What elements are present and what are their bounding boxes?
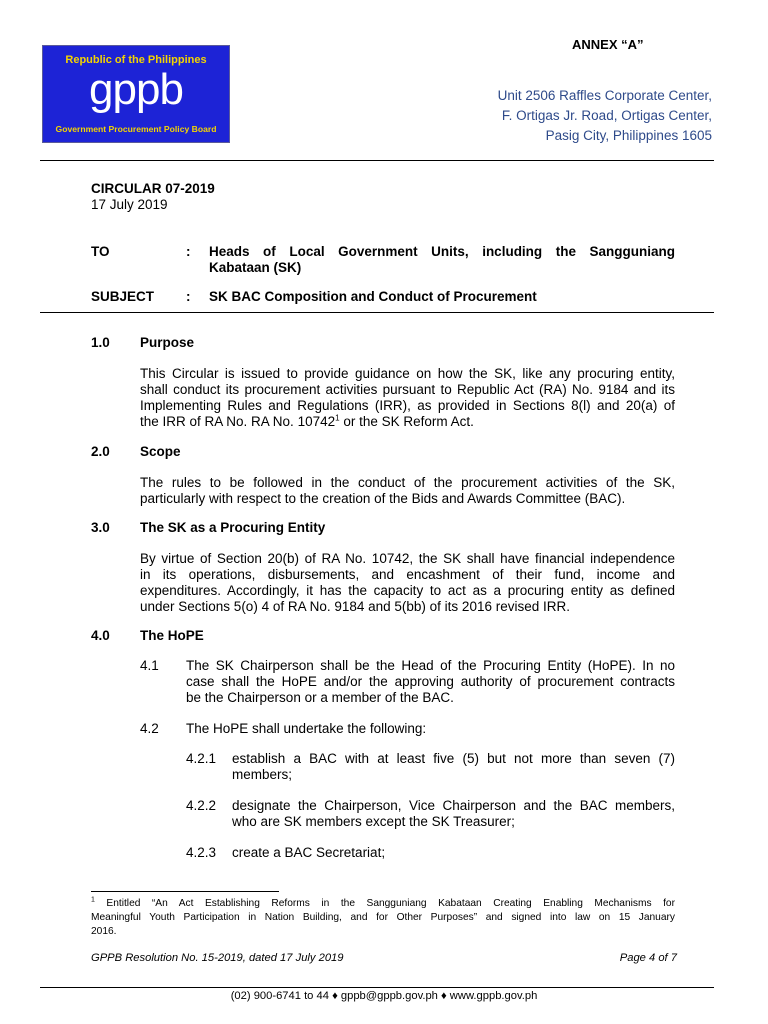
subject-text: SK BAC Composition and Conduct of Procurement xyxy=(209,289,537,304)
paragraph-line: under Sections 5(o) 4 of RA No. 9184 and 5(bb) of its 2016 revised IRR. xyxy=(140,599,570,614)
paragraph-line: This Circular is issued to provide guidance on how the SK, like any procuring entity, xyxy=(140,366,675,381)
to-label: TO xyxy=(91,244,110,259)
hope-subitem-4-2-3: create a BAC Secretariat; xyxy=(232,845,386,860)
paragraph-line: who are SK members except the SK Treasurer; xyxy=(232,814,515,829)
section-title: Purpose xyxy=(140,335,195,350)
paragraph-line: The rules to be followed in the conduct of the procurement activities of the SK, xyxy=(140,475,675,490)
to-text-line2: Kabataan (SK) xyxy=(209,260,302,275)
paragraph-line: shall conduct its procurement activities pursuant to Republic Act (RA) No. 9184 and its xyxy=(140,382,675,397)
paragraph-line: expenditures. Accordingly, it has the capacity to act as a procuring entity as defined xyxy=(140,583,675,598)
hope-subitem-4-2-2 xyxy=(232,798,675,830)
section-title: The SK as a Procuring Entity xyxy=(140,520,326,535)
section-number: 1.0 xyxy=(91,335,110,350)
paragraph-line: establish a BAC with at least five (5) but not more than seven (7) xyxy=(232,751,675,766)
subitem-number: 4.2.3 xyxy=(186,845,217,860)
address-block xyxy=(498,86,712,146)
logo-mark: gppb xyxy=(89,65,183,114)
paragraph-line: members; xyxy=(232,767,293,782)
page-number: Page 4 of 7 xyxy=(619,952,677,964)
footnote-ref[interactable]: 1 xyxy=(335,413,340,423)
annex-label: ANNEX “A” xyxy=(572,37,644,52)
logo-bottom-text: Government Procurement Policy Board xyxy=(55,124,217,134)
address-line: Unit 2506 Raffles Corporate Center, xyxy=(497,88,712,103)
to-text-line1: Heads of Local Government Units, including the Sangguniang xyxy=(209,244,675,259)
footnote-line: Meaningful Youth Participation in Nation Building, and for Other Purposes” and signed into law on 15 January xyxy=(91,912,675,923)
section-number: 3.0 xyxy=(91,520,110,535)
hope-paragraph-4-1 xyxy=(186,658,675,706)
logo-top-text: Republic of the Philippines xyxy=(65,54,207,66)
contact-line: (02) 900-6741 to 44 ♦ gppb@gppb.gov.ph ♦ www.gppb.gov.ph xyxy=(230,990,538,1002)
to-colon: : xyxy=(186,244,191,259)
paragraph-line: case shall the HoPE and/or the approving authority of procurement contracts xyxy=(186,674,675,689)
gppb-logo xyxy=(42,45,230,143)
paragraph-line: By virtue of Section 20(b) of RA No. 10742, the SK shall have financial independence xyxy=(140,551,675,566)
footnote-line: 2016. xyxy=(91,926,117,937)
footnote-rule xyxy=(91,891,279,892)
item-number: 4.1 xyxy=(140,658,159,673)
subitem-number: 4.2.2 xyxy=(186,798,217,813)
hope-subitem-4-2-1 xyxy=(232,751,675,783)
footer-rule xyxy=(40,987,714,988)
resolution-reference: GPPB Resolution No. 15-2019, dated 17 July 2019 xyxy=(91,952,344,964)
section-number: 2.0 xyxy=(91,444,110,459)
subject-rule xyxy=(40,312,714,313)
footnote-line xyxy=(91,897,675,911)
hope-paragraph-4-2: The HoPE shall undertake the following: xyxy=(186,721,427,736)
subitem-number: 4.2.1 xyxy=(186,751,217,766)
address-line: Pasig City, Philippines 1605 xyxy=(545,128,712,143)
section-title: Scope xyxy=(140,444,181,459)
item-number: 4.2 xyxy=(140,721,159,736)
paragraph-line: designate the Chairperson, Vice Chairperson and the BAC members, xyxy=(232,798,675,813)
line-text: or the SK Reform Act. xyxy=(339,414,474,429)
circular-date: 17 July 2019 xyxy=(91,197,168,212)
section-title: The HoPE xyxy=(140,628,204,643)
paragraph-line xyxy=(140,414,675,430)
circular-number: CIRCULAR 07-2019 xyxy=(91,181,215,196)
section-number: 4.0 xyxy=(91,628,110,643)
footnote xyxy=(91,897,675,939)
footnote-mark: 1 xyxy=(91,896,95,904)
paragraph-line: The SK Chairperson shall be the Head of the Procuring Entity (HoPE). In no xyxy=(186,658,675,673)
line-text: the IRR of RA No. RA No. 10742 xyxy=(140,414,336,429)
footnote-text: Entitled “An Act Establishing Reforms in the Sangguniang Kabataan Creating Enabling Mechanisms for xyxy=(106,898,675,909)
subject-colon: : xyxy=(186,289,191,304)
paragraph-line: particularly with respect to the creation of the Bids and Awards Committee (BAC). xyxy=(140,491,626,506)
subject-label: SUBJECT xyxy=(91,289,155,304)
paragraph-line: Implementing Rules and Regulations (IRR), as provided in Sections 8(l) and 20(a) of xyxy=(140,398,675,413)
procuring-entity-paragraph xyxy=(140,551,675,615)
scope-paragraph xyxy=(140,475,675,507)
address-line: F. Ortigas Jr. Road, Ortigas Center, xyxy=(501,108,712,123)
purpose-paragraph xyxy=(140,366,675,430)
paragraph-line: be the Chairperson or a member of the BAC. xyxy=(186,690,454,705)
paragraph-line: in its operations, disbursements, and encashment of their fund, income and xyxy=(140,567,675,582)
header-rule xyxy=(40,160,714,161)
